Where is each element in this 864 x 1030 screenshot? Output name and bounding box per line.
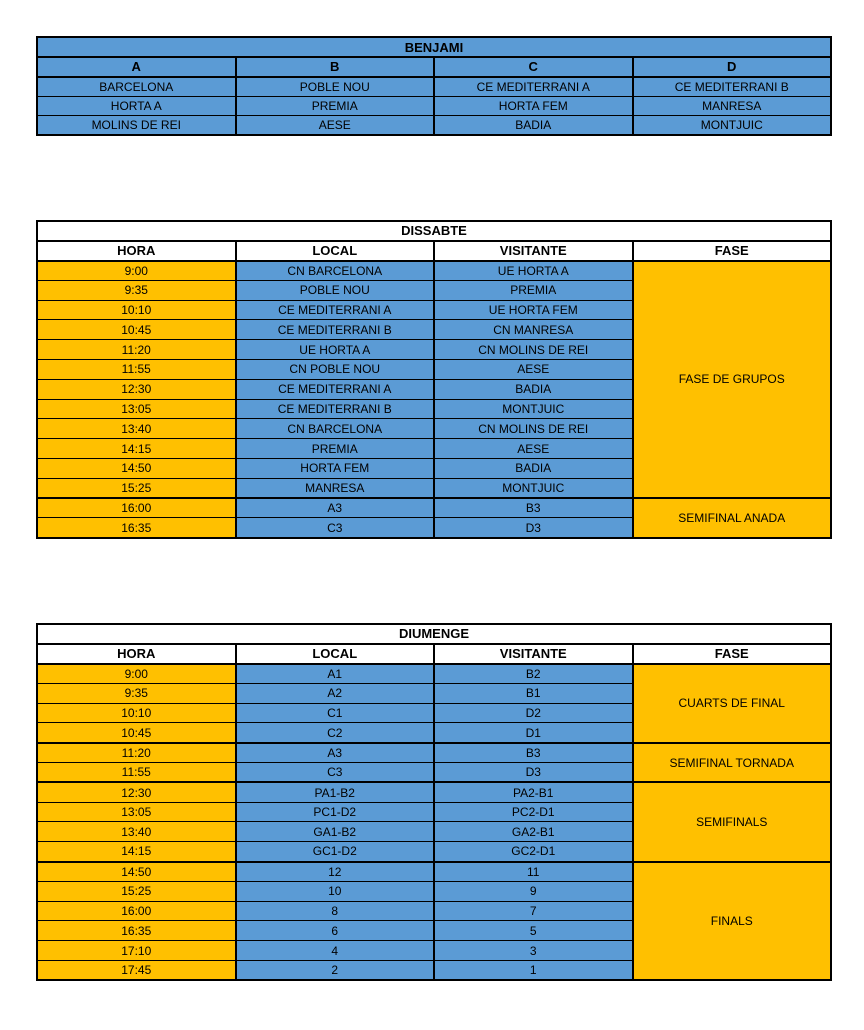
diumenge-title: DIUMENGE <box>37 624 831 644</box>
hora-cell: 9:35 <box>37 280 236 300</box>
local-cell: CE MEDITERRANI A <box>236 379 435 399</box>
local-cell: A2 <box>236 683 435 703</box>
visitante-cell: PC2-D1 <box>434 802 633 822</box>
header-hora: HORA <box>37 644 236 664</box>
header-fase: FASE <box>633 644 832 664</box>
local-cell: CE MEDITERRANI B <box>236 320 435 340</box>
hora-cell: 16:35 <box>37 518 236 538</box>
hora-cell: 11:55 <box>37 763 236 783</box>
group-header-b: B <box>236 57 435 77</box>
table-row <box>37 498 831 518</box>
diumenge-schedule-table <box>36 623 832 981</box>
header-visitante: VISITANTE <box>434 241 633 261</box>
dissabte-schedule-table <box>36 220 832 539</box>
local-cell: CE MEDITERRANI B <box>236 399 435 419</box>
hora-cell: 17:10 <box>37 941 236 961</box>
hora-cell: 10:45 <box>37 320 236 340</box>
local-cell: CN POBLE NOU <box>236 360 435 380</box>
local-cell: CE MEDITERRANI A <box>236 300 435 320</box>
hora-cell: 11:55 <box>37 360 236 380</box>
hora-cell: 10:45 <box>37 723 236 743</box>
hora-cell: 11:20 <box>37 743 236 763</box>
visitante-cell: 1 <box>434 961 633 981</box>
table-row <box>37 116 831 136</box>
team-cell: HORTA A <box>37 96 236 116</box>
groups-header-row <box>37 57 831 77</box>
schedule-header-row <box>37 241 831 261</box>
hora-cell: 13:40 <box>37 419 236 439</box>
header-fase: FASE <box>633 241 832 261</box>
local-cell: GA1-B2 <box>236 822 435 842</box>
team-cell: MANRESA <box>633 96 832 116</box>
visitante-cell: D2 <box>434 703 633 723</box>
local-cell: HORTA FEM <box>236 459 435 479</box>
local-cell: 8 <box>236 901 435 921</box>
table-row <box>37 261 831 281</box>
local-cell: PC1-D2 <box>236 802 435 822</box>
visitante-cell: GC2-D1 <box>434 842 633 862</box>
table-row <box>37 77 831 97</box>
hora-cell: 16:00 <box>37 498 236 518</box>
visitante-cell: 9 <box>434 881 633 901</box>
local-cell: CN BARCELONA <box>236 419 435 439</box>
team-cell: CE MEDITERRANI A <box>434 77 633 97</box>
group-header-c: C <box>434 57 633 77</box>
visitante-cell: D1 <box>434 723 633 743</box>
local-cell: CN BARCELONA <box>236 261 435 281</box>
hora-cell: 16:35 <box>37 921 236 941</box>
visitante-cell: BADIA <box>434 459 633 479</box>
local-cell: GC1-D2 <box>236 842 435 862</box>
hora-cell: 9:00 <box>37 664 236 684</box>
hora-cell: 14:15 <box>37 842 236 862</box>
team-cell: BADIA <box>434 116 633 136</box>
table-row <box>37 664 831 684</box>
header-local: LOCAL <box>236 644 435 664</box>
team-cell: PREMIA <box>236 96 435 116</box>
local-cell: MANRESA <box>236 478 435 498</box>
visitante-cell: MONTJUIC <box>434 478 633 498</box>
local-cell: 4 <box>236 941 435 961</box>
group-header-d: D <box>633 57 832 77</box>
fase-cell: FINALS <box>633 862 832 981</box>
local-cell: C3 <box>236 518 435 538</box>
local-cell: A1 <box>236 664 435 684</box>
table-row <box>37 782 831 802</box>
team-cell: BARCELONA <box>37 77 236 97</box>
local-cell: PREMIA <box>236 439 435 459</box>
team-cell: CE MEDITERRANI B <box>633 77 832 97</box>
fase-cell: SEMIFINAL ANADA <box>633 498 832 538</box>
header-local: LOCAL <box>236 241 435 261</box>
visitante-cell: D3 <box>434 518 633 538</box>
visitante-cell: PA2-B1 <box>434 782 633 802</box>
hora-cell: 15:25 <box>37 881 236 901</box>
visitante-cell: AESE <box>434 360 633 380</box>
team-cell: MONTJUIC <box>633 116 832 136</box>
hora-cell: 14:15 <box>37 439 236 459</box>
visitante-cell: 11 <box>434 862 633 882</box>
visitante-cell: UE HORTA FEM <box>434 300 633 320</box>
local-cell: PA1-B2 <box>236 782 435 802</box>
hora-cell: 12:30 <box>37 379 236 399</box>
schedule-header-row <box>37 644 831 664</box>
local-cell: C2 <box>236 723 435 743</box>
table-row <box>37 743 831 763</box>
local-cell: POBLE NOU <box>236 280 435 300</box>
hora-cell: 14:50 <box>37 459 236 479</box>
header-hora: HORA <box>37 241 236 261</box>
local-cell: C1 <box>236 703 435 723</box>
visitante-cell: UE HORTA A <box>434 261 633 281</box>
local-cell: UE HORTA A <box>236 340 435 360</box>
table-row <box>37 862 831 882</box>
fase-cell: CUARTS DE FINAL <box>633 664 832 743</box>
local-cell: 12 <box>236 862 435 882</box>
hora-cell: 10:10 <box>37 300 236 320</box>
fase-cell: SEMIFINALS <box>633 782 832 861</box>
hora-cell: 11:20 <box>37 340 236 360</box>
local-cell: A3 <box>236 743 435 763</box>
benjami-title: BENJAMI <box>37 37 831 57</box>
visitante-cell: CN MOLINS DE REI <box>434 340 633 360</box>
team-cell: MOLINS DE REI <box>37 116 236 136</box>
fase-cell: SEMIFINAL TORNADA <box>633 743 832 783</box>
visitante-cell: B3 <box>434 498 633 518</box>
visitante-cell: 3 <box>434 941 633 961</box>
visitante-cell: B2 <box>434 664 633 684</box>
hora-cell: 9:00 <box>37 261 236 281</box>
hora-cell: 15:25 <box>37 478 236 498</box>
visitante-cell: GA2-B1 <box>434 822 633 842</box>
local-cell: C3 <box>236 763 435 783</box>
hora-cell: 16:00 <box>37 901 236 921</box>
hora-cell: 13:05 <box>37 399 236 419</box>
visitante-cell: PREMIA <box>434 280 633 300</box>
visitante-cell: MONTJUIC <box>434 399 633 419</box>
visitante-cell: BADIA <box>434 379 633 399</box>
hora-cell: 12:30 <box>37 782 236 802</box>
local-cell: 6 <box>236 921 435 941</box>
hora-cell: 10:10 <box>37 703 236 723</box>
hora-cell: 9:35 <box>37 683 236 703</box>
visitante-cell: B3 <box>434 743 633 763</box>
visitante-cell: CN MOLINS DE REI <box>434 419 633 439</box>
visitante-cell: 7 <box>434 901 633 921</box>
benjami-groups-table <box>36 36 832 136</box>
team-cell: HORTA FEM <box>434 96 633 116</box>
visitante-cell: CN MANRESA <box>434 320 633 340</box>
local-cell: 2 <box>236 961 435 981</box>
hora-cell: 14:50 <box>37 862 236 882</box>
hora-cell: 13:40 <box>37 822 236 842</box>
visitante-cell: D3 <box>434 763 633 783</box>
group-header-a: A <box>37 57 236 77</box>
dissabte-title: DISSABTE <box>37 221 831 241</box>
local-cell: A3 <box>236 498 435 518</box>
table-row <box>37 96 831 116</box>
header-visitante: VISITANTE <box>434 644 633 664</box>
team-cell: AESE <box>236 116 435 136</box>
visitante-cell: B1 <box>434 683 633 703</box>
local-cell: 10 <box>236 881 435 901</box>
hora-cell: 13:05 <box>37 802 236 822</box>
hora-cell: 17:45 <box>37 961 236 981</box>
fase-cell: FASE DE GRUPOS <box>633 261 832 499</box>
team-cell: POBLE NOU <box>236 77 435 97</box>
visitante-cell: 5 <box>434 921 633 941</box>
visitante-cell: AESE <box>434 439 633 459</box>
